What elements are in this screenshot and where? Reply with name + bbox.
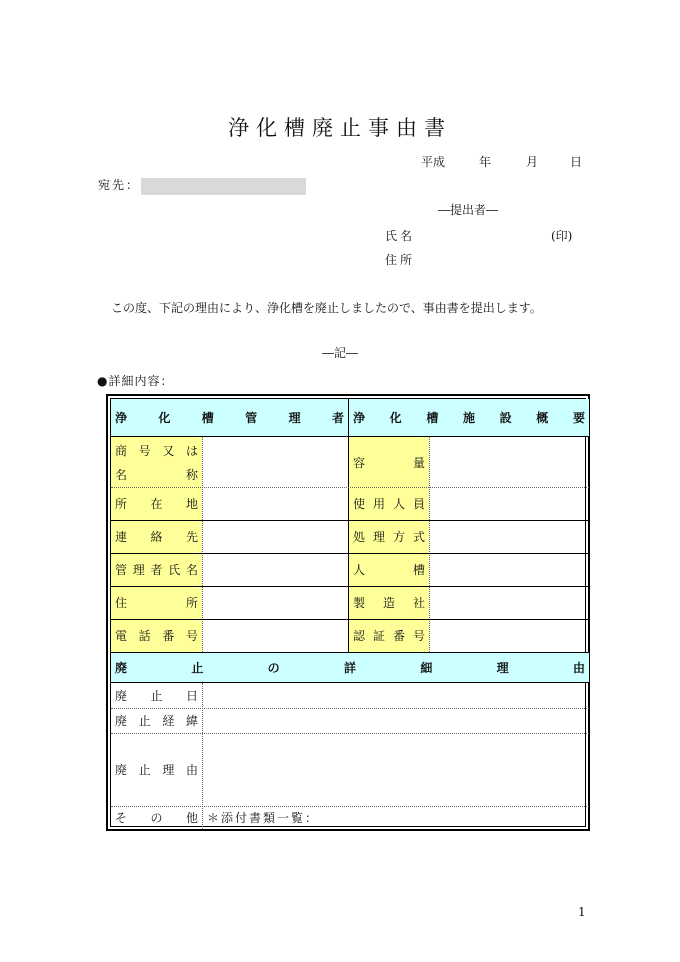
right-header: 浄 化 槽 施 設 概 要 (348, 399, 589, 437)
left-header: 浄 化 槽 管 理 者 (111, 399, 348, 437)
addressee-field[interactable] (141, 178, 306, 195)
label-trade-name-line1: 商 号 又 は (115, 443, 198, 458)
label-users: 使 用 人 員 (349, 487, 429, 520)
label-manufacturer: 製 造 社 (349, 586, 429, 619)
label-trade-name (111, 437, 202, 487)
value-trade-name[interactable] (203, 437, 348, 487)
divider (111, 733, 589, 734)
divider (111, 487, 589, 488)
seal-mark: (印) (551, 229, 573, 243)
divider (111, 619, 589, 620)
label-process: 処 理 方 式 (349, 520, 429, 553)
value-person-capacity[interactable] (430, 553, 589, 586)
divider (111, 553, 589, 554)
value-location[interactable] (203, 487, 348, 520)
value-abolish-history[interactable] (203, 708, 589, 733)
label-phone: 電 話 番 号 (111, 619, 202, 652)
value-address[interactable] (203, 586, 348, 619)
label-address: 住 所 (111, 586, 202, 619)
date-month: 月 (526, 155, 539, 169)
divider (202, 683, 203, 829)
reason-header: 廃 止 の 詳 細 理 由 (111, 652, 589, 683)
label-manager-name: 管 理 者 氏 名 (111, 553, 202, 586)
value-cert-number[interactable] (430, 619, 589, 652)
value-users[interactable] (430, 487, 589, 520)
date-era: 平成 (421, 155, 446, 169)
label-other: そ の 他 (115, 811, 198, 825)
addressee-label: 宛先： (98, 178, 141, 192)
divider (111, 708, 589, 709)
attachments-label[interactable]: ＊添付書類一覧： (207, 811, 320, 825)
label-cert-number: 認 証 番 号 (349, 619, 429, 652)
divider (111, 520, 589, 521)
label-trade-name-line2: 名 称 (115, 467, 198, 482)
value-abolish-date[interactable] (203, 683, 589, 708)
value-abolish-reason[interactable] (203, 733, 589, 806)
value-contact[interactable] (203, 520, 348, 553)
label-contact: 連 絡 先 (111, 520, 202, 553)
detail-form-inner (110, 398, 586, 827)
value-manager-name[interactable] (203, 553, 348, 586)
date-year: 年 (479, 155, 492, 169)
label-abolish-history: 廃 止 経 緯 (115, 714, 198, 728)
divider (111, 806, 589, 807)
label-abolish-reason: 廃 止 理 由 (115, 763, 198, 777)
submitter-heading: ―提出者― (438, 203, 499, 217)
divider (111, 586, 589, 587)
detail-form (106, 394, 590, 831)
value-process[interactable] (430, 520, 589, 553)
page-number: 1 (578, 905, 586, 919)
intro-text: この度、下記の理由により、浄化槽を廃止しましたので、事由書を提出します。 (111, 301, 542, 315)
date-day: 日 (570, 155, 583, 169)
detail-heading: ●詳細内容： (97, 374, 174, 388)
document-title: 浄化槽廃止事由書 (228, 116, 452, 140)
label-person-capacity: 人 槽 (349, 553, 429, 586)
value-phone[interactable] (203, 619, 348, 652)
submitter-address-label: 住所 (385, 253, 416, 267)
label-capacity: 容 量 (349, 437, 429, 487)
label-abolish-date: 廃 止 日 (115, 689, 198, 703)
label-location: 所 在 地 (111, 487, 202, 520)
submitter-name-label: 氏名 (385, 229, 416, 243)
value-manufacturer[interactable] (430, 586, 589, 619)
value-capacity[interactable] (430, 437, 589, 487)
record-heading: ―記― (321, 346, 358, 360)
